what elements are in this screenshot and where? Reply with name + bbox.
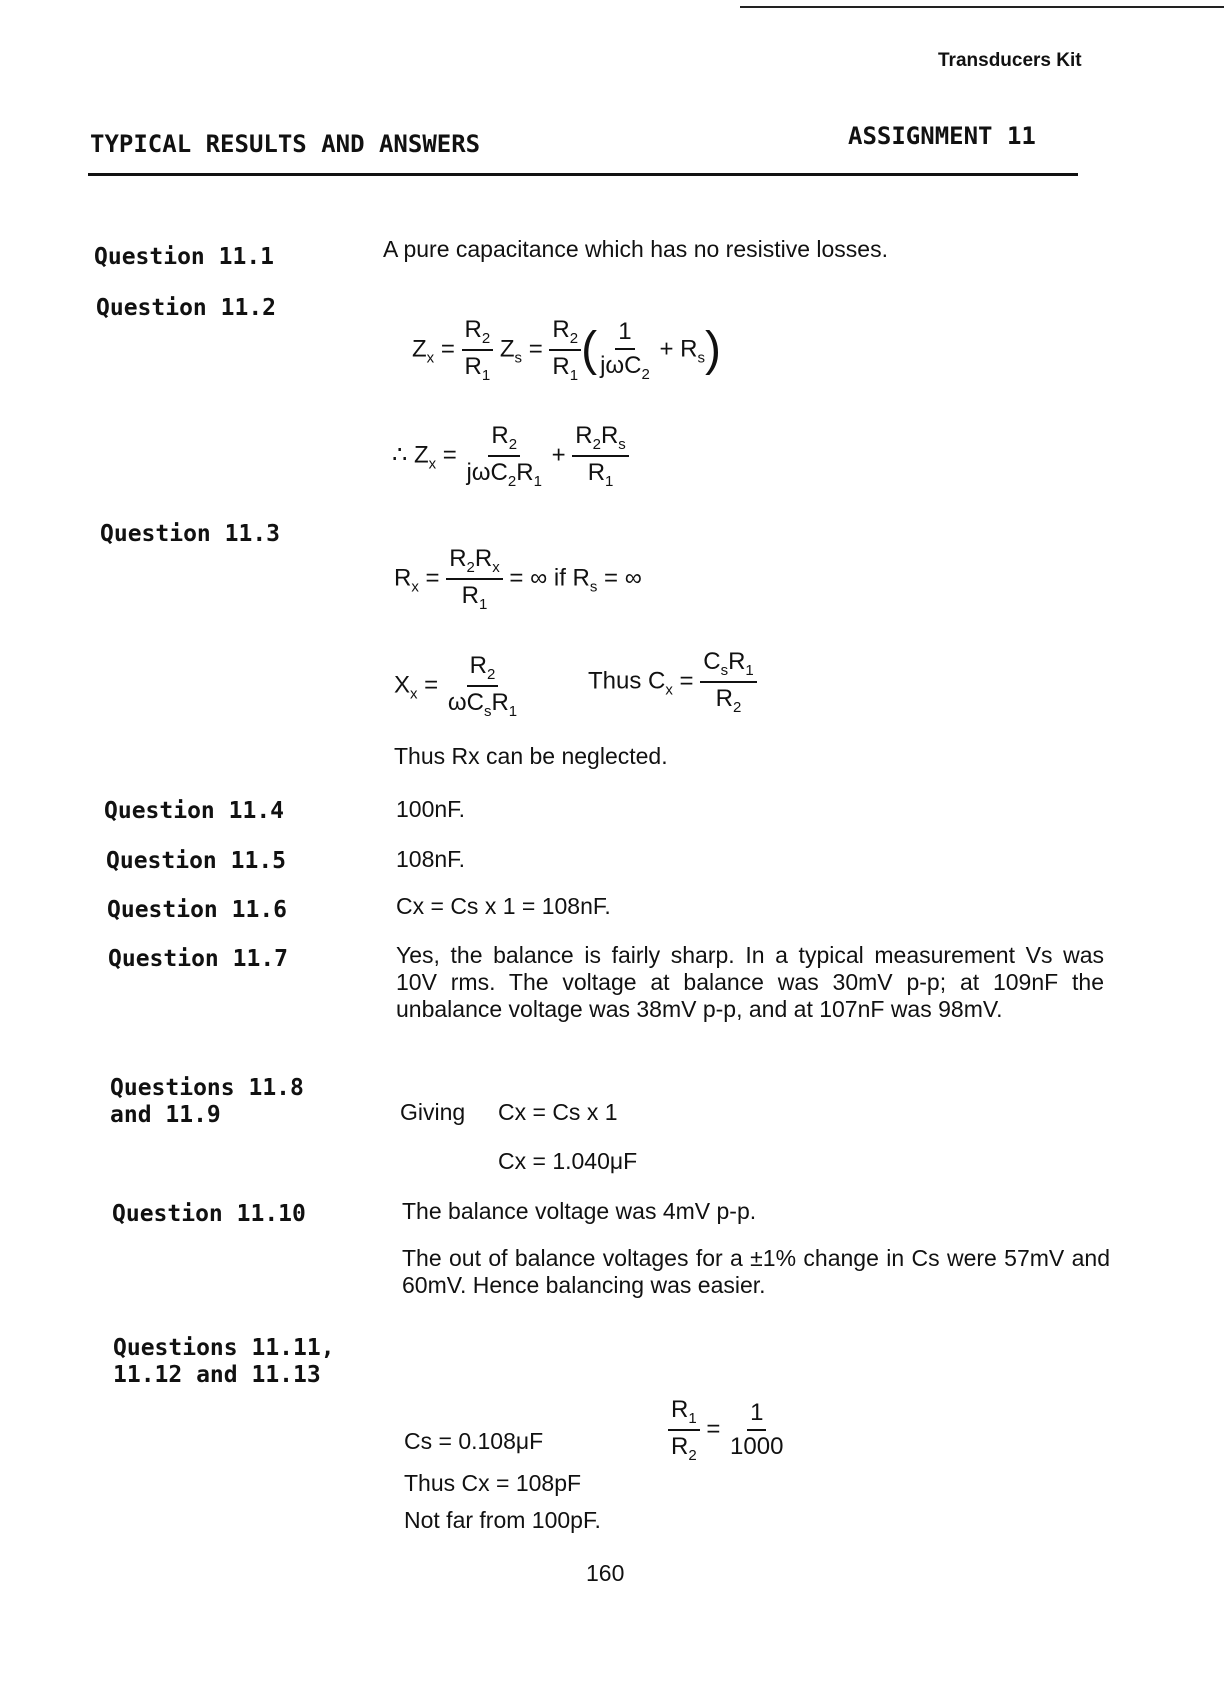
- question-11-11-line-1: Cs = 0.108μF: [404, 1428, 544, 1454]
- equation-resistor-ratio: $\frac{R_1}{R_2}$ = $\frac{1}{1000}$: [668, 1396, 786, 1464]
- question-11-10-answer-1: The balance voltage was 4mV p-p.: [402, 1198, 757, 1224]
- question-11-8-label-line1: Questions 11.8: [110, 1075, 304, 1101]
- question-11-4-label: Question 11.4: [104, 798, 285, 824]
- section-title: TYPICAL RESULTS AND ANSWERS: [90, 130, 481, 158]
- question-11-1-label: Question 11.1: [94, 244, 275, 270]
- question-11-11-label-line2: 11.12 and 11.13: [113, 1362, 321, 1388]
- equation-zx-expanded: ∴ $Z_x$ = $\frac{R_2}{j\omega C_2R_1}$ + $\frac{R_2R_s}{R_1}$: [392, 422, 629, 490]
- question-11-3-label: Question 11.3: [100, 521, 281, 547]
- question-11-8-equation-1: Cx = Cs x 1: [498, 1099, 618, 1125]
- running-header: Transducers Kit: [938, 50, 1082, 71]
- question-11-1-answer: A pure capacitance which has no resistive losses.: [383, 236, 888, 262]
- assignment-title: ASSIGNMENT 11: [848, 122, 1036, 150]
- question-11-10-answer-2: The out of balance voltages for a ±1% change in Cs were 57mV and 60mV. Hence balancing was easier.: [402, 1245, 1110, 1298]
- question-11-4-answer: 100nF.: [396, 796, 466, 822]
- page-number: 160: [586, 1560, 625, 1586]
- question-11-3-note: Thus Rx can be neglected.: [394, 743, 668, 769]
- question-11-11-line-2: Thus Cx = 108pF: [404, 1470, 582, 1496]
- header-rule: [88, 173, 1078, 176]
- question-11-8-equation-2: Cx = 1.040μF: [498, 1148, 638, 1174]
- question-11-2-label: Question 11.2: [96, 295, 277, 321]
- equation-cx-thus: Thus $C_x$ = $\frac{C_sR_1}{R_2}$: [588, 648, 757, 716]
- question-11-5-label: Question 11.5: [106, 848, 287, 874]
- equation-zx-impedance: $Z_x$ = $\frac{R_2}{R_1}$ $Z_s$ = $\frac{R_2}{R_1}$ ( $\frac{1}{j\omega C_2}$ + $R_s$): [412, 316, 721, 384]
- question-11-8-label-line2: and 11.9: [110, 1102, 221, 1128]
- equation-xx: $X_x$ = $\frac{R_2}{\omega C_sR_1}$: [394, 652, 518, 720]
- question-11-5-answer: 108nF.: [396, 846, 466, 872]
- question-11-10-label: Question 11.10: [112, 1201, 306, 1227]
- question-11-11-label-line1: Questions 11.11,: [113, 1335, 335, 1361]
- top-decorative-rule: [740, 6, 1224, 8]
- question-11-7-answer: Yes, the balance is fairly sharp. In a typical measurement Vs was 10V rms. The voltage at balance was 30mV p-p; at 109nF the unbalance voltage was 38mV p-p, and at 107nF was 98mV.: [396, 942, 1104, 1022]
- question-11-8-giving: Giving: [400, 1099, 466, 1125]
- equation-rx: $R_x$ = $\frac{R_2R_x}{R_1}$ = ∞ if $R_s$ = ∞: [394, 545, 642, 613]
- question-11-6-label: Question 11.6: [107, 897, 288, 923]
- question-11-11-line-3: Not far from 100pF.: [404, 1507, 601, 1533]
- question-11-6-answer: Cx = Cs x 1 = 108nF.: [396, 893, 611, 919]
- question-11-7-label: Question 11.7: [108, 946, 289, 972]
